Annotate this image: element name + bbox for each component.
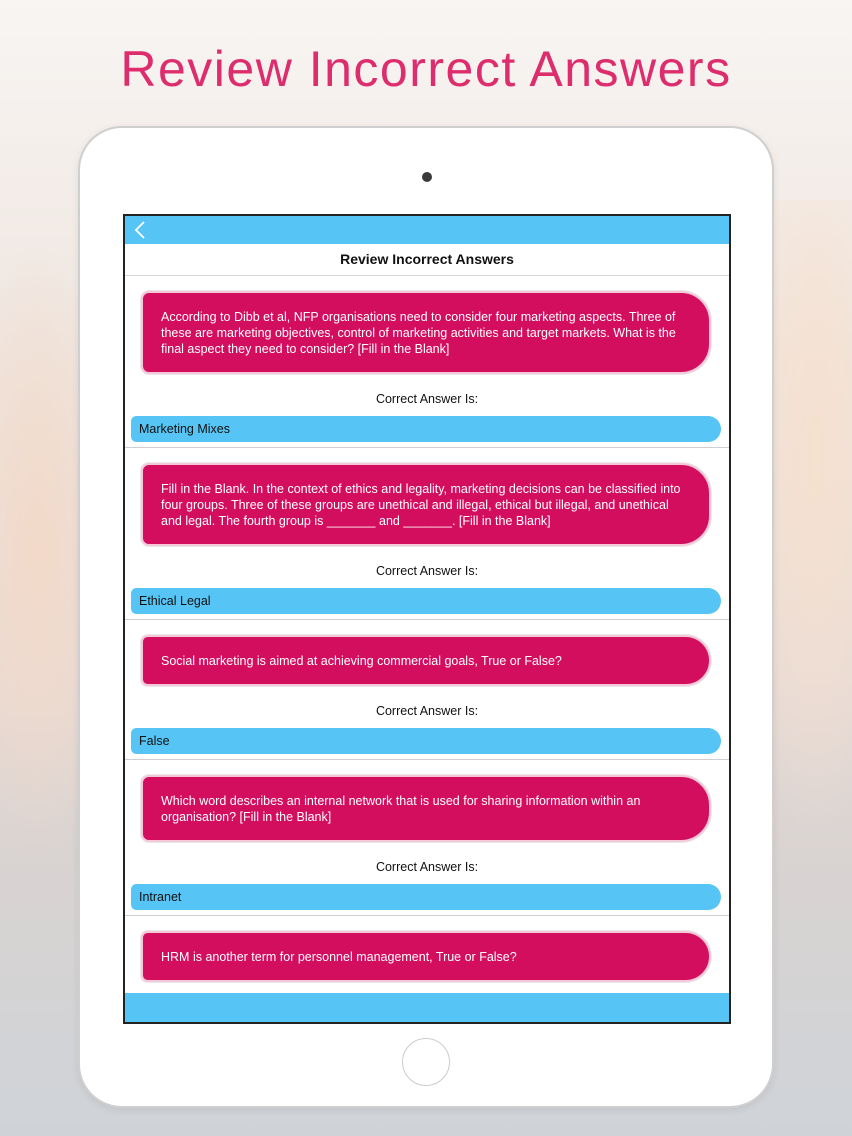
promo-headline: Review Incorrect Answers — [120, 41, 732, 97]
answer-bar: Intranet — [131, 884, 721, 910]
page-title: Review Incorrect Answers — [125, 244, 729, 276]
camera-icon — [422, 172, 432, 182]
answer-bar: Ethical Legal — [131, 588, 721, 614]
question-bubble: Which word describes an internal network that is used for sharing information within an organisation? [Fill in the Blank] — [141, 775, 711, 842]
question-bubble: According to Dibb et al, NFP organisations need to consider four marketing aspects. Three of these are marketing objectives, control of marketing activities and target markets. What is the final aspect they need to consider? [Fill in the Blank] — [141, 291, 711, 374]
answer-bar: False — [131, 728, 721, 754]
list-item — [125, 620, 729, 760]
list-item — [125, 760, 729, 916]
correct-answer-label: Correct Answer Is: — [375, 704, 479, 718]
correct-answer-label: Correct Answer Is: — [375, 860, 479, 874]
question-bubble: Fill in the Blank. In the context of ethics and legality, marketing decisions can be classified into four groups. Three of these groups are unethical and illegal, ethical but illegal, and unethical and legal. The fourth group is _______ and _______. [Fill in the Blank] — [141, 463, 711, 546]
bottom-toolbar — [125, 993, 729, 1022]
correct-answer-label: Correct Answer Is: — [375, 564, 479, 578]
review-list[interactable] — [125, 276, 729, 992]
question-bubble: Social marketing is aimed at achieving commercial goals, True or False? — [141, 635, 711, 686]
list-item — [125, 276, 729, 448]
answer-bar: Marketing Mixes — [131, 416, 721, 442]
correct-answer-label: Correct Answer Is: — [375, 392, 479, 406]
list-item — [125, 448, 729, 620]
chevron-left-icon[interactable] — [133, 220, 149, 240]
navigation-bar — [125, 216, 729, 244]
list-item — [125, 916, 729, 987]
tablet-frame — [78, 126, 774, 1108]
app-screen — [123, 214, 731, 1024]
home-button[interactable] — [402, 1038, 450, 1086]
question-bubble: HRM is another term for personnel management, True or False? — [141, 931, 711, 982]
